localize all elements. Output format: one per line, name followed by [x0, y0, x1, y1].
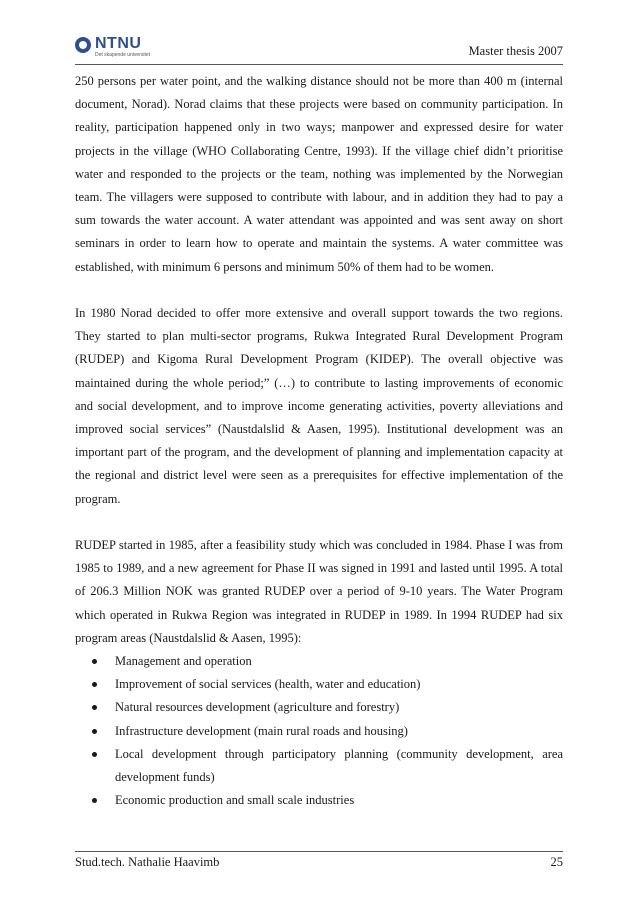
- page-footer: [75, 851, 563, 869]
- list-item: [75, 720, 563, 743]
- list-item-text: Management and operation: [115, 654, 252, 669]
- page-header: [75, 34, 563, 65]
- list-item-text: Improvement of social services (health, water and education): [115, 677, 421, 692]
- page-body: [75, 70, 563, 812]
- ntnu-logo: [75, 34, 195, 62]
- footer-author: Stud.tech. Nathalie Haavimb: [75, 855, 220, 869]
- logo-subtitle: Det skapende universitet: [95, 52, 151, 58]
- list-item: [75, 696, 563, 719]
- program-areas-list: [75, 650, 563, 812]
- list-item-text: Infrastructure development (main rural roads and housing): [115, 723, 408, 738]
- bullet-icon: [92, 798, 97, 803]
- list-item-text: Natural resources development (agriculture and forestry): [115, 700, 400, 715]
- paragraph: In 1980 Norad decided to offer more extensive and overall support towards the two regions. They started to plan multi-sector programs, Rukwa Integrated Rural Development Program (RUDEP) and Kigoma Rural Development Program (KIDEP). The overall objective was maintained during the whole period;” (…) to contribute to lasting improvements of economic and social development, and to improve income generating activities, poverty alleviations and improved social services” (Naustdalslid & Aasen, 1995). Institutional development was an important part of the program, and the development of planning and implementation capacity at the regional and district level were seen as a prerequisites for effective implementation of the program.: [75, 306, 563, 506]
- bullet-icon: [92, 705, 97, 710]
- bullet-icon: [92, 729, 97, 734]
- list-item: [75, 650, 563, 673]
- bullet-icon: [92, 682, 97, 687]
- paragraph: RUDEP started in 1985, after a feasibility study which was concluded in 1984. Phase I was from 1985 to 1989, and a new agreement for Phase II was signed in 1991 and lasted until 1995. A total of 206.3 Million NOK was granted RUDEP over a period of 9-10 years. The Water Program which operated in Rukwa Region was integrated in RUDEP in 1989. In 1994 RUDEP had six program areas (Naustdalslid & Aasen, 1995):: [75, 538, 563, 645]
- list-item: [75, 743, 563, 789]
- bullet-icon: [92, 752, 97, 757]
- paragraph: 250 persons per water point, and the walking distance should not be more than 400 m (internal document, Norad). Norad claims that these projects were based on community participation. In reality, participation happened only in two ways; manpower and expressed desire for water projects in the village (WHO Collaborating Centre, 1993). If the village chief didn’t prioritise water and responded to the projects or the team, nothing was implemented by the Norwegian team. The villagers were supposed to contribute with labour, and in addition they had to pay a sum towards the water account. A water attendant was appointed and was sent away on short seminars in order to learn how to operate and maintain the systems. A water committee was established, with minimum 6 persons and minimum 50% of them had to be women.: [75, 74, 563, 274]
- logo-text: NTNU: [95, 35, 142, 52]
- header-title: Master thesis 2007: [468, 44, 563, 58]
- bullet-icon: [92, 659, 97, 664]
- list-item-text: Local development through participatory planning (community development, area development funds): [115, 746, 563, 785]
- ntnu-logo-icon: [75, 37, 91, 53]
- page-number: 25: [550, 855, 563, 869]
- list-item: [75, 789, 563, 812]
- list-item-text: Economic production and small scale industries: [115, 793, 355, 808]
- list-item: [75, 673, 563, 696]
